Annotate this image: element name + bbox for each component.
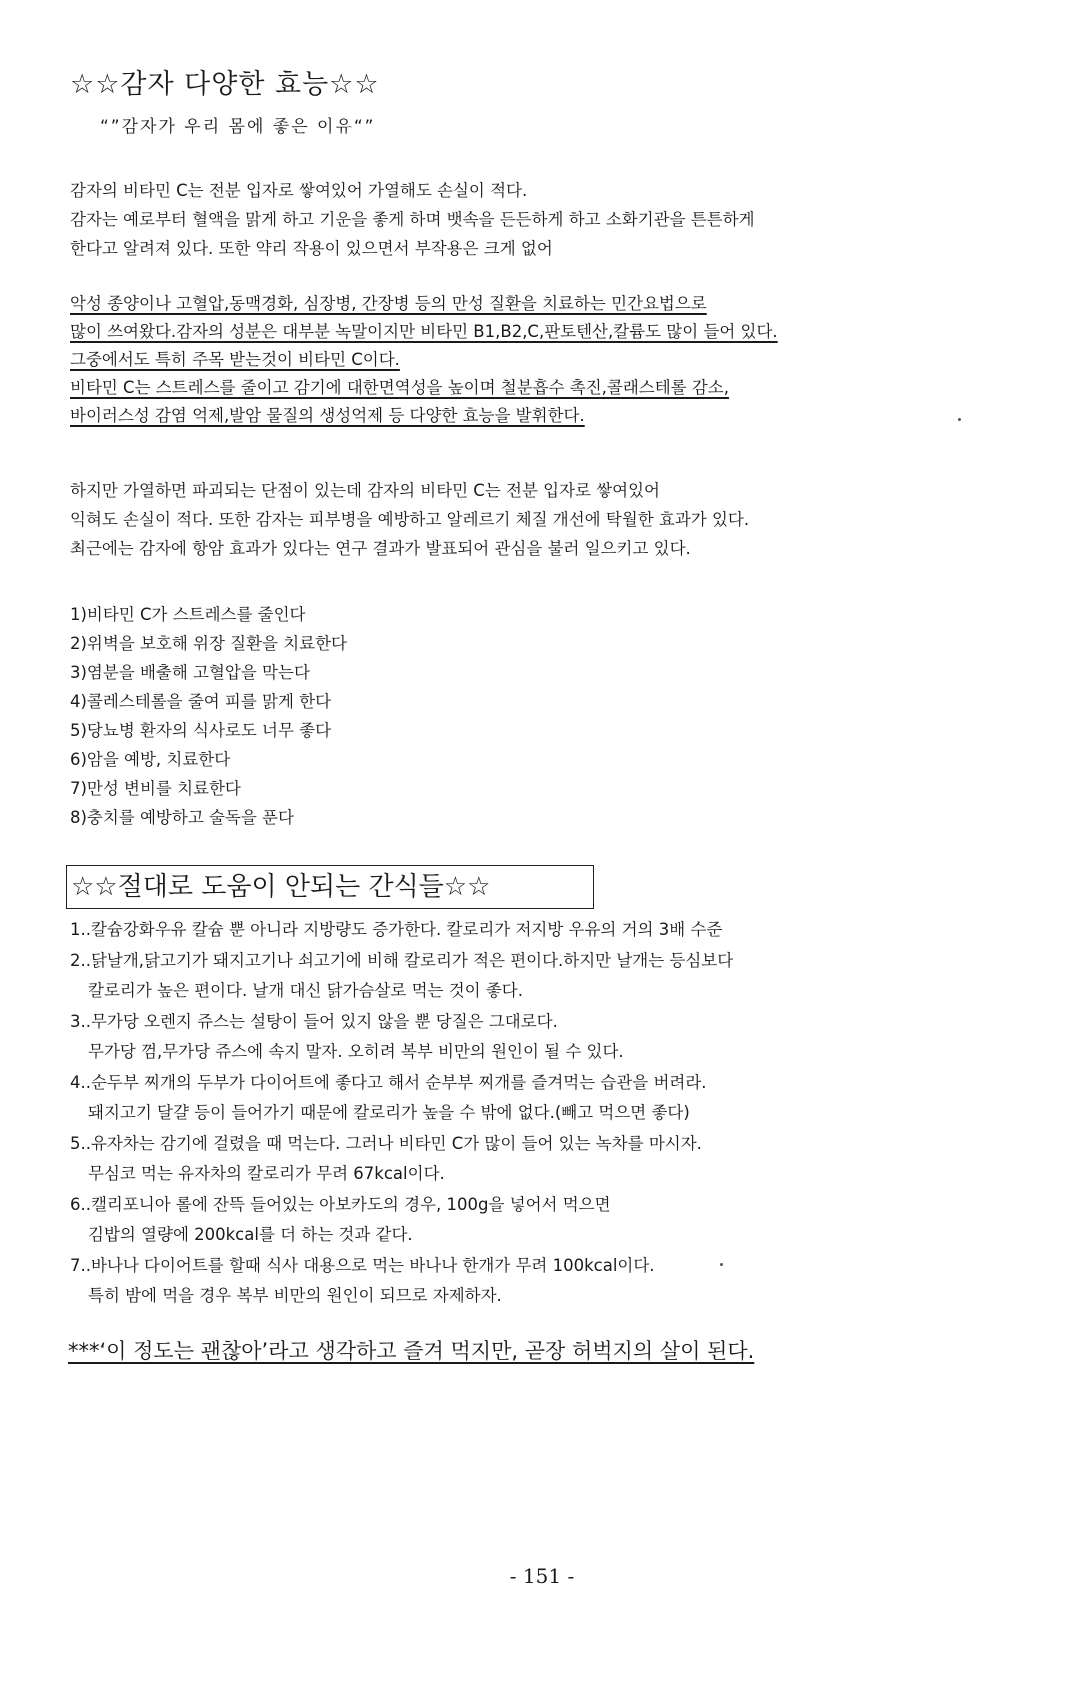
closing-note (68, 1335, 754, 1365)
snacks-list (70, 915, 970, 1312)
intro-line: 한다고 알려져 있다. 또한 약리 작용이 있으면서 부작용은 크게 없어 (70, 239, 553, 258)
list-item-continuation: 무심코 먹는 유자차의 칼로리가 무려 67kcal이다. (88, 1164, 445, 1183)
list-item: 6..캘리포니아 롤에 잔뜩 들어있는 아보카도의 경우, 100g을 넣어서 먹으면 (70, 1194, 611, 1214)
list-item: 3..무가당 오렌지 쥬스는 설탕이 들어 있지 않을 뿐 당질은 그대로다. (70, 1011, 558, 1031)
underlined-line: 비타민 C는 스트레스를 줄이고 감기에 대한면역성을 높이며 철분흡수 촉진,콜래스테롤 감소, (70, 378, 729, 397)
list-item: 7..바나나 다이어트를 할때 식사 대용으로 먹는 바나나 한개가 무려 100kcal이다. (70, 1255, 655, 1275)
list-item: 2..닭날개,닭고기가 돼지고기나 쇠고기에 비해 칼로리가 적은 편이다.하지만 날개는 등심보다 (70, 950, 734, 970)
page-number: - 151 - (509, 1564, 575, 1588)
list-item: 4)콜레스테롤을 줄여 피를 맑게 한다 (70, 692, 332, 711)
closing-note-text: ***‘이 정도는 괜찮아’라고 생각하고 즐겨 먹지만, 곧장 허벅지의 살이 된다. (68, 1339, 755, 1363)
list-item: 6)암을 예방, 치료한다 (70, 750, 231, 769)
intro-paragraph (70, 176, 970, 263)
list-item: 7)만성 변비를 치료한다 (70, 779, 241, 798)
paragraph-line: 익혀도 손실이 적다. 또한 감자는 피부병을 예방하고 알레르기 체질 개선에 탁월한 효과가 있다. (70, 510, 750, 529)
benefits-list (70, 600, 970, 832)
page-subtitle: “”감자가 우리 몸에 좋은 이유“” (100, 117, 376, 137)
list-item-continuation: 특히 밤에 먹을 경우 복부 비만의 원인이 되므로 자제하자. (88, 1286, 502, 1305)
underlined-line: 악성 종양이나 고혈압,동맥경화, 심장병, 간장병 등의 만성 질환을 치료하는 민간요법으로 (70, 294, 707, 313)
second-paragraph (70, 476, 970, 563)
list-item-continuation: 칼로리가 높은 편이다. 날개 대신 닭가슴살로 먹는 것이 좋다. (88, 981, 523, 1000)
list-item: 1)비타민 C가 스트레스를 줄인다 (70, 605, 306, 624)
list-item-continuation: 김밥의 열량에 200kcal를 더 하는 것과 같다. (88, 1225, 413, 1244)
underlined-line: 바이러스성 감염 억제,발암 물질의 생성억제 등 다양한 효능을 발휘한다. (70, 406, 585, 425)
underlined-line: 그중에서도 특히 주목 받는것이 비타민 C이다. (70, 350, 400, 369)
list-item: 3)염분을 배출해 고혈압을 막는다 (70, 663, 310, 682)
underlined-paragraph (70, 290, 970, 430)
list-item: 4..순두부 찌개의 두부가 다이어트에 좋다고 해서 순부부 찌개를 즐겨먹는 습관을 버려라. (70, 1072, 707, 1092)
list-item: 2)위벽을 보호해 위장 질환을 치료한다 (70, 634, 347, 653)
page-title: ☆☆감자 다양한 효능☆☆ (70, 69, 380, 100)
paragraph-line: 최근에는 감자에 항암 효과가 있다는 연구 결과가 발표되어 관심을 불러 일으키고 있다. (70, 539, 691, 558)
scan-speck (720, 1263, 723, 1266)
list-item: 8)충치를 예방하고 술독을 푼다 (70, 808, 294, 827)
list-item: 5..유자차는 감기에 걸렸을 때 먹는다. 그러나 비타민 C가 많이 들어 있는 녹차를 마시자. (70, 1133, 702, 1153)
section-heading-box: ☆☆절대로 도움이 안되는 간식들☆☆ (66, 865, 594, 909)
list-item-continuation: 무가당 껌,무가당 쥬스에 속지 말자. 오히려 복부 비만의 원인이 될 수 있다. (88, 1042, 624, 1061)
list-item: 1..칼슘강화우유 칼슘 뿐 아니라 지방량도 증가한다. 칼로리가 저지방 우유의 거의 3배 수준 (70, 920, 723, 939)
underlined-line: 많이 쓰여왔다.감자의 성분은 대부분 녹말이지만 비타민 B1,B2,C,판토텐산,칼륨도 많이 들어 있다. (70, 322, 778, 341)
scan-speck (958, 418, 961, 421)
list-item-continuation: 돼지고기 달걀 등이 들어가기 때문에 칼로리가 높을 수 밖에 없다.(빼고 먹으면 좋다) (88, 1103, 690, 1122)
list-item: 5)당뇨병 환자의 식사로도 너무 좋다 (70, 721, 332, 740)
intro-line: 감자의 비타민 C는 전분 입자로 쌓여있어 가열해도 손실이 적다. (70, 181, 528, 200)
intro-line: 감자는 예로부터 혈액을 맑게 하고 기운을 좋게 하며 뱃속을 든든하게 하고 소화기관을 튼튼하게 (70, 210, 755, 229)
paragraph-line: 하지만 가열하면 파괴되는 단점이 있는데 감자의 비타민 C는 전분 입자로 쌓여있어 (70, 481, 660, 500)
